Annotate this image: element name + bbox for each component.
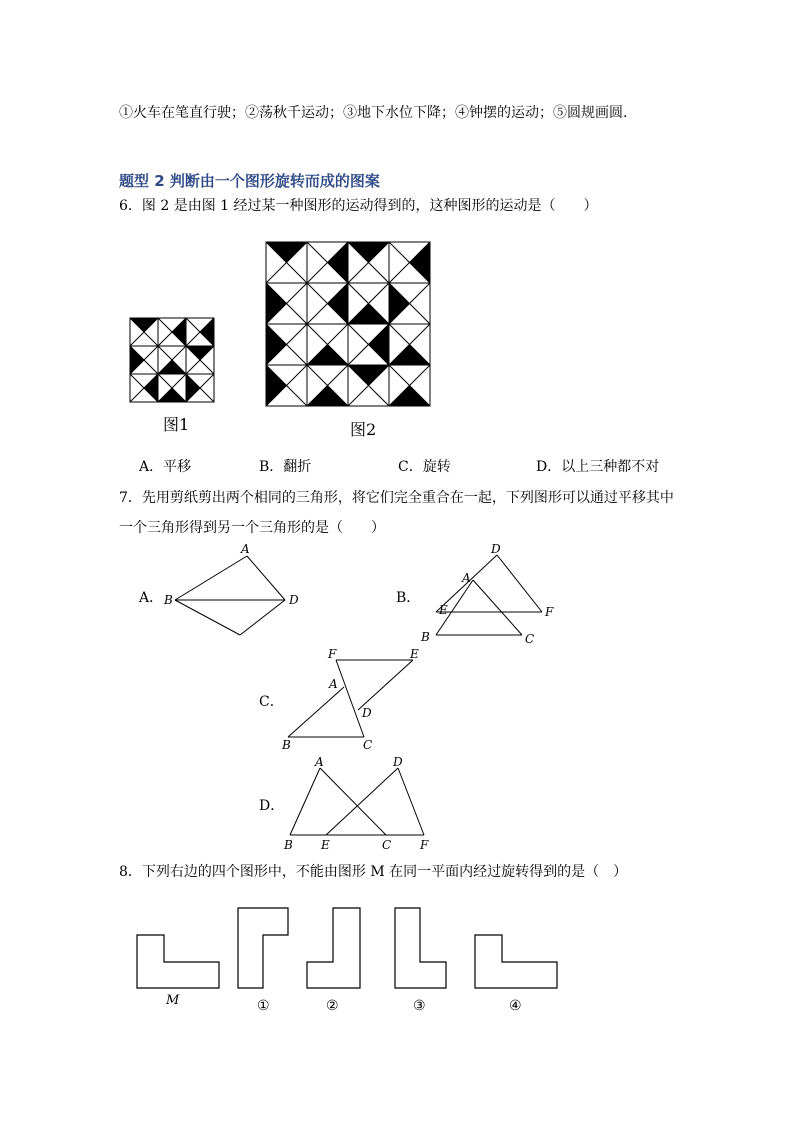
q6-option-d: D．以上三种都不对 [536, 459, 660, 475]
q8-shape-2 [307, 908, 360, 988]
q6-figure-1 [129, 317, 215, 403]
q6-stem: 6．图 2 是由图 1 经过某一种图形的运动得到的，这种图形的运动是（ ） [119, 198, 598, 214]
q7c-label-f: F [328, 647, 337, 661]
q7b-label-f: F [545, 605, 554, 619]
q7d-label-f: F [420, 838, 429, 852]
q7c-label-a: A [329, 677, 338, 691]
q6-fig2-caption: 图2 [350, 420, 377, 439]
q7d-label-d: D [393, 755, 403, 769]
q7-option-a-label: A． [139, 590, 164, 606]
q6-option-b: B．翻折 [259, 459, 312, 475]
q7d-label-e: E [321, 838, 330, 852]
q7c-label-e: E [410, 647, 419, 661]
q7b-label-c: C [525, 632, 535, 646]
q7c-label-d: D [362, 706, 372, 720]
q8-stem: 8．下列右边的四个图形中，不能由图形 M 在同一平面内经过旋转得到的是（ ） [119, 864, 628, 880]
q7c-label-c: C [363, 738, 373, 752]
q8-shape-1 [238, 908, 288, 988]
q8-shape-3 [395, 908, 446, 988]
q7-figure-b [416, 540, 566, 650]
q7-option-d-label: D． [259, 798, 285, 814]
q6-option-a: A．平移 [139, 459, 192, 475]
q8-figures [130, 900, 570, 1020]
q7-stem-line1: 7．先用剪纸剪出两个相同的三角形，将它们完全重合在一起，下列图形可以通过平移其中 [119, 490, 674, 506]
q7-option-c-label: C． [259, 694, 284, 710]
q8-label-1: ① [257, 998, 270, 1014]
q7c-label-b: B [282, 738, 291, 752]
q6-figure-2 [265, 241, 431, 409]
q7b-label-a: A [462, 571, 471, 585]
q7a-label-b: B [164, 593, 173, 607]
q7-stem-line2: 一个三角形得到另一个三角形的是（ ） [119, 520, 385, 536]
q7d-label-c: C [382, 838, 392, 852]
q7d-label-a: A [315, 755, 324, 769]
q7b-label-e: E [439, 603, 448, 617]
q8-label-m: M [166, 993, 180, 1008]
q8-label-3: ③ [413, 998, 426, 1014]
q7-option-b-label: B． [396, 590, 421, 606]
section-heading: 题型 2 判断由一个图形旋转而成的图案 [119, 172, 380, 190]
q7b-label-d: D [491, 542, 501, 556]
q8-shape-4 [475, 935, 557, 988]
q6-fig1-caption: 图1 [163, 415, 190, 434]
q8-shape-m [137, 935, 219, 988]
q7-figure-a [160, 540, 310, 640]
q7-figure-d [278, 750, 438, 855]
q7d-label-b: B [284, 838, 293, 852]
q8-label-2: ② [326, 998, 339, 1014]
intro-line: ①火车在笔直行驶；②荡秋千运动；③地下水位下降；④钟摆的运动；⑤圆规画圆. [119, 105, 628, 121]
q7a-label-a: A [241, 542, 250, 556]
q6-option-c: C．旋转 [398, 459, 451, 475]
q8-label-4: ④ [509, 998, 522, 1014]
q7b-label-b: B [421, 630, 430, 644]
q7a-label-d: D [289, 593, 299, 607]
q7-figure-c [278, 645, 428, 755]
